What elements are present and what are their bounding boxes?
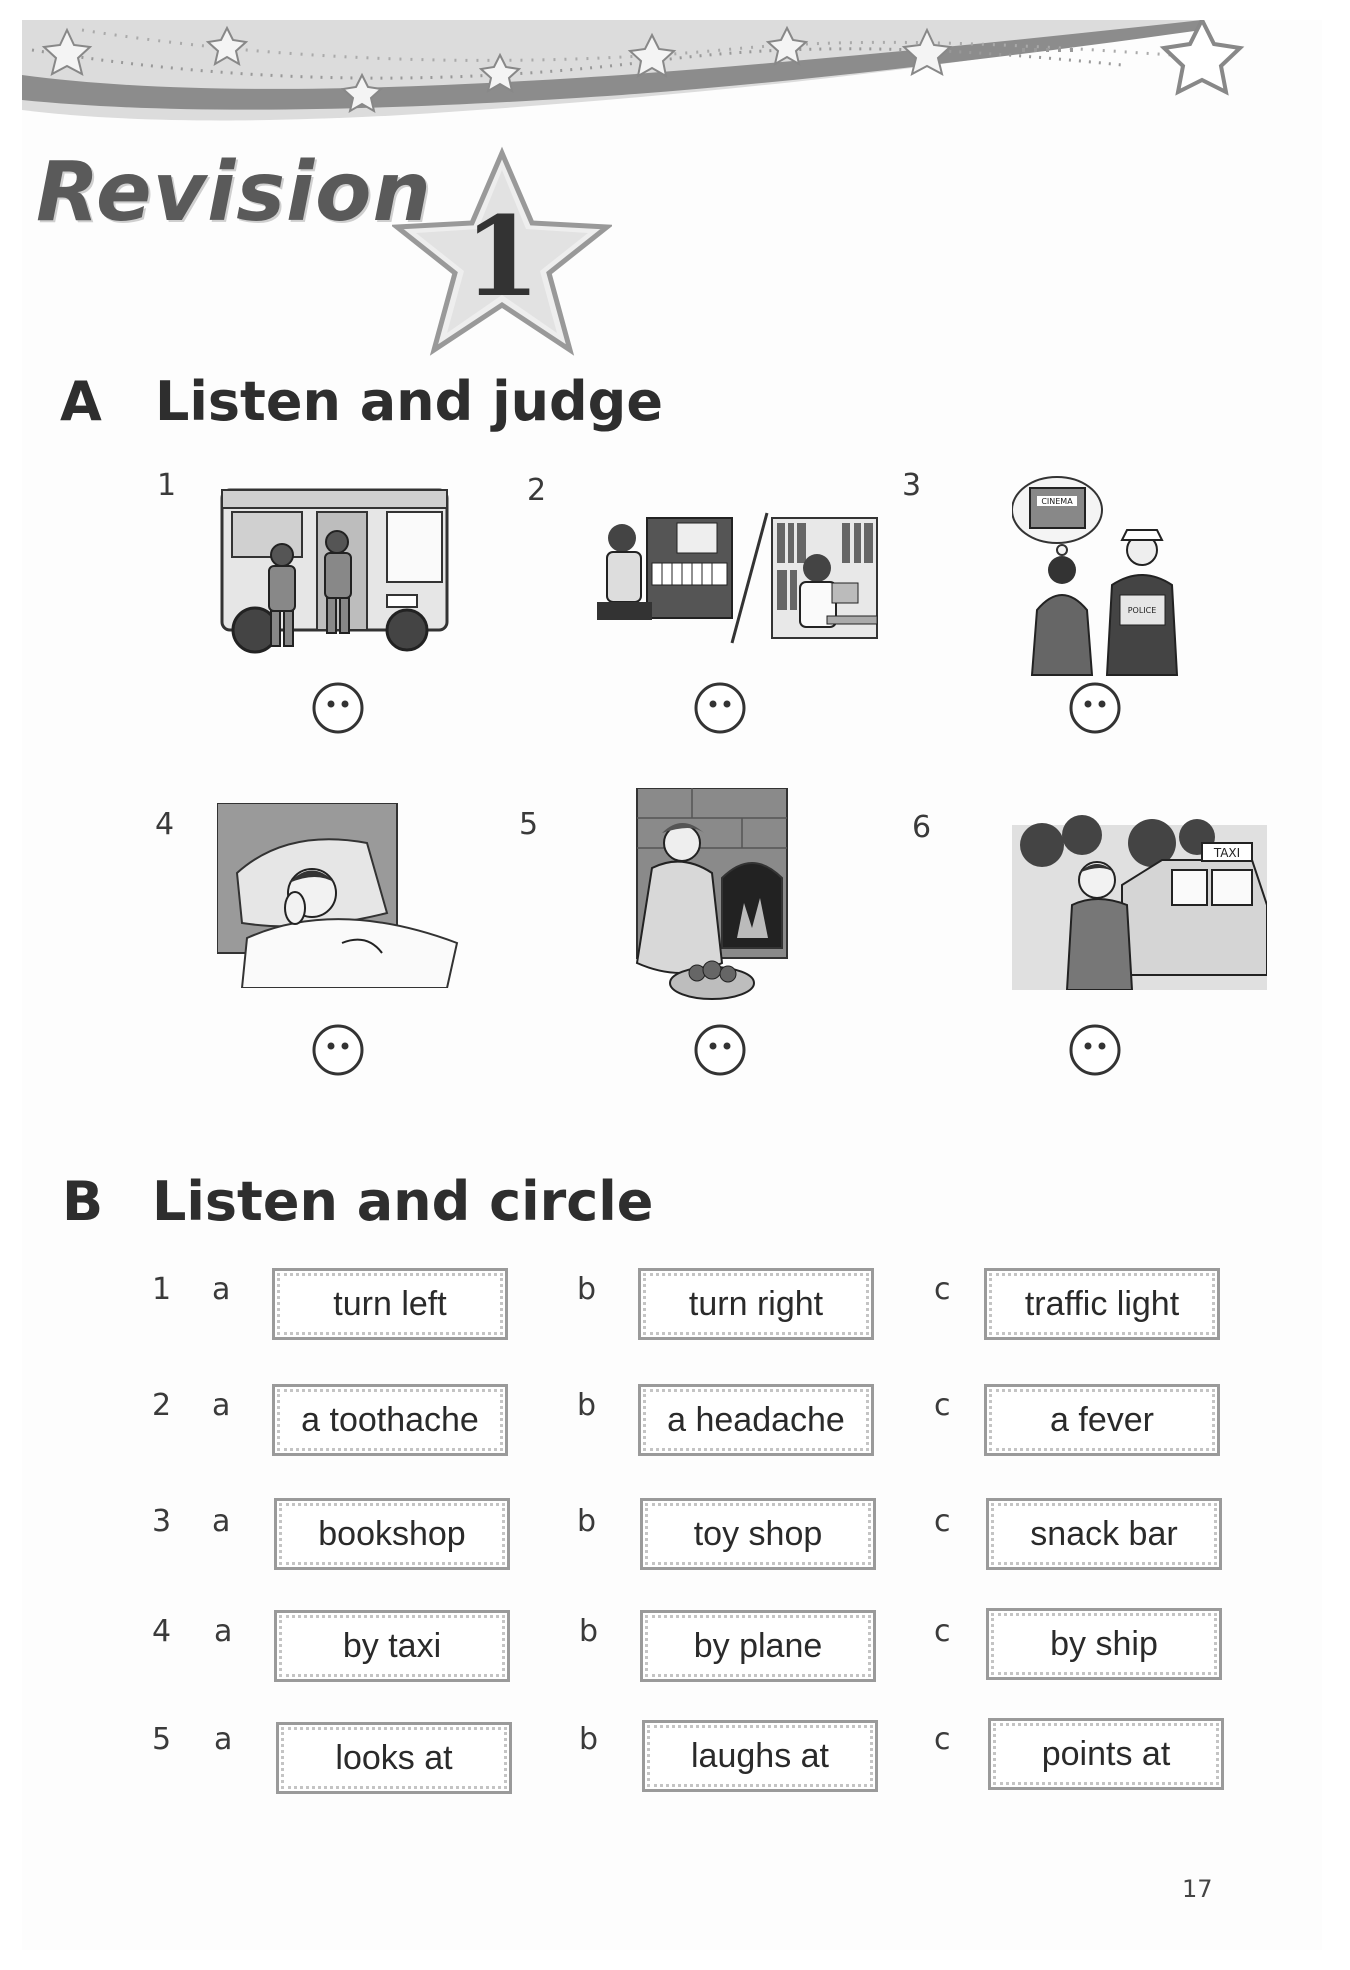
picture-number-5: 5: [519, 807, 539, 842]
taxi-sign: TAXI: [1213, 846, 1241, 860]
revision-number-star: [392, 145, 612, 360]
section-b-heading: [62, 1170, 653, 1233]
man-taxi-picture: [1012, 805, 1267, 990]
section-b-title: Listen and circle: [152, 1170, 654, 1233]
row-number-3: 3: [152, 1504, 172, 1539]
option-letter-b: b: [577, 1272, 597, 1307]
worksheet-page: [22, 20, 1322, 1950]
page-number: 17: [1182, 1875, 1213, 1903]
option-3a[interactable]: bookshop: [274, 1498, 510, 1570]
page-title: Revision: [36, 145, 432, 240]
row-number-1: 1: [152, 1272, 172, 1307]
option-letter-a: a: [212, 1504, 231, 1539]
option-5a[interactable]: looks at: [276, 1722, 512, 1794]
option-4b[interactable]: by plane: [640, 1610, 876, 1682]
option-letter-b: b: [579, 1722, 599, 1757]
row-number-2: 2: [152, 1388, 172, 1423]
revision-number: 1: [463, 192, 541, 321]
piano-and-reading-picture: [592, 508, 882, 648]
option-letter-c: c: [934, 1504, 951, 1539]
option-letter-c: c: [934, 1614, 951, 1649]
option-letter-a: a: [212, 1272, 231, 1307]
section-a-letter: A: [60, 370, 102, 433]
star-banner: [22, 20, 1322, 160]
section-b-letter: B: [62, 1170, 104, 1233]
option-letter-b: b: [577, 1388, 597, 1423]
police-badge: POLICE: [1127, 606, 1157, 615]
section-a-heading: [60, 370, 663, 433]
picture-number-4: 4: [155, 807, 175, 842]
woman-fireplace-picture: [612, 788, 792, 1003]
option-2c[interactable]: a fever: [984, 1384, 1220, 1456]
section-a-title: Listen and judge: [155, 370, 663, 433]
option-4c[interactable]: by ship: [986, 1608, 1222, 1680]
option-letter-b: b: [579, 1614, 599, 1649]
option-letter-b: b: [577, 1504, 597, 1539]
option-5c[interactable]: points at: [988, 1718, 1224, 1790]
police-cinema-picture: [1012, 470, 1197, 680]
option-3c[interactable]: snack bar: [986, 1498, 1222, 1570]
option-letter-c: c: [934, 1272, 951, 1307]
face-icon-6[interactable]: [1067, 1022, 1123, 1078]
option-1a[interactable]: turn left: [272, 1268, 508, 1340]
option-letter-c: c: [934, 1722, 951, 1757]
cinema-sign: CINEMA: [1041, 497, 1073, 506]
option-letter-a: a: [212, 1388, 231, 1423]
option-letter-c: c: [934, 1388, 951, 1423]
row-number-5: 5: [152, 1722, 172, 1757]
face-icon-5[interactable]: [692, 1022, 748, 1078]
face-icon-4[interactable]: [310, 1022, 366, 1078]
face-icon-2[interactable]: [692, 680, 748, 736]
picture-number-6: 6: [912, 810, 932, 845]
option-letter-a: a: [214, 1722, 233, 1757]
option-letter-a: a: [214, 1614, 233, 1649]
picture-number-1: 1: [157, 468, 177, 503]
row-number-4: 4: [152, 1614, 172, 1649]
option-4a[interactable]: by taxi: [274, 1610, 510, 1682]
option-5b[interactable]: laughs at: [642, 1720, 878, 1792]
option-2a[interactable]: a toothache: [272, 1384, 508, 1456]
bus-picture: [217, 480, 457, 665]
option-3b[interactable]: toy shop: [640, 1498, 876, 1570]
boy-in-bed-picture: [217, 803, 462, 988]
face-icon-1[interactable]: [310, 680, 366, 736]
option-1c[interactable]: traffic light: [984, 1268, 1220, 1340]
option-1b[interactable]: turn right: [638, 1268, 874, 1340]
option-2b[interactable]: a headache: [638, 1384, 874, 1456]
picture-number-3: 3: [902, 468, 922, 503]
picture-number-2: 2: [527, 473, 547, 508]
face-icon-3[interactable]: [1067, 680, 1123, 736]
